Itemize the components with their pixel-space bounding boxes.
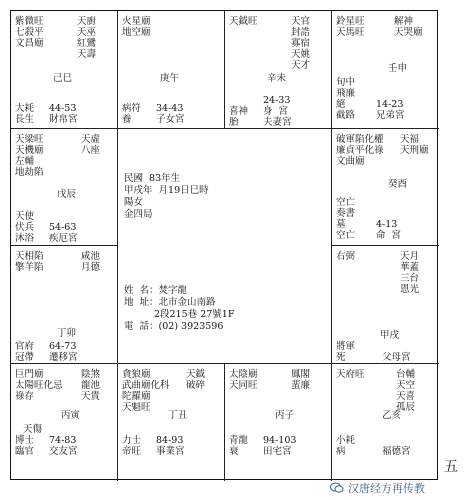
watermark xyxy=(330,480,425,496)
palace-name: 財帛宮 xyxy=(49,114,78,125)
growth-stage: 帝旺 xyxy=(122,445,142,457)
stem-branch: 丁卯 xyxy=(57,328,77,339)
age-range: 84-93 xyxy=(156,434,184,446)
stem-branch: 庚午 xyxy=(160,73,180,84)
minor-star: 破碎 xyxy=(186,379,206,391)
minor-star: 寡宿 xyxy=(291,38,311,49)
growth-stage: 長生 xyxy=(15,114,35,125)
astrology-chart xyxy=(10,10,438,480)
major-star: 鈴星旺 xyxy=(336,16,365,27)
palace-name: 交友宮 xyxy=(49,445,78,457)
major-star: 巨門廟 xyxy=(15,368,44,380)
major-star: 七殺平 xyxy=(15,27,44,38)
minor-star: 天姚 xyxy=(291,49,311,60)
palace-name: 田宅宮 xyxy=(263,445,292,457)
spirit: 小耗 xyxy=(336,434,356,446)
minor-star: 天空 xyxy=(396,379,416,391)
minor-star: 天官 xyxy=(291,16,311,27)
palace-name: 命 宮 xyxy=(376,229,402,241)
age-range: 44-53 xyxy=(49,103,77,114)
stem-branch: 乙亥 xyxy=(382,409,402,421)
minor-star: 恩光 xyxy=(400,284,420,295)
watermark-text: 汉唐经方再传教 xyxy=(348,482,425,495)
major-star: 天機廟 xyxy=(15,144,44,156)
major-star: 陀羅廟 xyxy=(122,390,151,402)
growth-stage: 臨官 xyxy=(15,445,35,457)
palace-name: 疾厄宮 xyxy=(49,232,78,244)
age-range: 24-33 xyxy=(263,95,291,106)
minor-star: 天哭廟 xyxy=(394,27,423,38)
minor-star: 空亡 xyxy=(336,229,356,241)
palace-zi xyxy=(225,364,332,482)
major-star: 天鉞旺 xyxy=(229,16,258,27)
major-star: 天同旺 xyxy=(229,379,258,391)
major-star: 文昌廟 xyxy=(15,38,44,49)
birth-date: 甲戌年 月19日巳時 xyxy=(124,184,209,196)
palace-you xyxy=(332,129,439,247)
major-star: 擎羊陷 xyxy=(15,262,44,273)
major-star: 天魁旺 xyxy=(122,401,151,413)
stem-branch: 丁丑 xyxy=(168,409,188,421)
palace-wei xyxy=(225,11,332,129)
spirit: 博士 xyxy=(15,434,35,446)
palace-name: 兄弟宮 xyxy=(376,110,405,121)
spirit: 官府 xyxy=(15,341,35,352)
minor-star: 台輔 xyxy=(396,368,416,380)
minor-star: 孤辰 xyxy=(396,401,416,413)
growth-stage: 沐浴 xyxy=(15,232,35,244)
growth-stage: 養 xyxy=(122,114,132,125)
palace-si xyxy=(11,11,118,129)
minor-star: 天巫 xyxy=(77,27,97,38)
address-line-2: 2段215巷 27號1F xyxy=(154,308,235,320)
minor-star: 天使 xyxy=(15,210,35,222)
major-star: 文曲廟 xyxy=(336,155,365,167)
spirit: 大耗 xyxy=(15,103,35,114)
minor-star: 咸池 xyxy=(81,251,101,262)
gender: 陽女 xyxy=(124,196,144,208)
stem-branch: 戊辰 xyxy=(57,188,77,200)
growth-stage: 死 xyxy=(336,352,346,363)
palace-xu xyxy=(332,246,439,364)
spirit: 喜神 xyxy=(229,106,249,117)
page-number: 五 xyxy=(444,459,458,475)
minor-star: 天虛 xyxy=(81,133,101,145)
minor-star: 天壽 xyxy=(77,49,97,60)
palace-hai xyxy=(332,364,439,482)
stem-branch: 壬申 xyxy=(388,63,408,74)
spirit: 將軍 xyxy=(336,341,356,352)
spirit: 青龍 xyxy=(229,434,249,446)
birth-year: 民國 83年生 xyxy=(124,172,181,184)
major-star: 左輔 xyxy=(15,155,35,167)
age-range: 54-63 xyxy=(49,221,77,233)
stem-branch: 辛未 xyxy=(267,73,287,84)
minor-star: 龍池 xyxy=(81,379,101,391)
minor-star: 封誥 xyxy=(291,27,311,38)
minor-star: 華蓋 xyxy=(400,262,420,273)
growth-stage: 胎 xyxy=(229,117,239,128)
palace-wu xyxy=(118,11,225,129)
minor-star: 鳳閣 xyxy=(291,368,311,380)
phone: 電 話：(02) 3923596 xyxy=(124,320,224,332)
major-star: 地空廟 xyxy=(122,27,151,38)
client-name: 姓 名：焚字龍 xyxy=(124,284,188,296)
palace-name: 福德宮 xyxy=(382,445,411,457)
major-star: 天馬旺 xyxy=(336,27,365,38)
palace-yin xyxy=(11,364,118,482)
palace-name: 遷移宮 xyxy=(49,352,78,363)
age-range: 14-23 xyxy=(376,99,404,110)
major-star: 紫微旺 xyxy=(15,16,44,27)
stem-branch: 丙寅 xyxy=(61,409,81,421)
major-star: 火星廟 xyxy=(122,16,151,27)
minor-star: 天刑廟 xyxy=(400,144,429,156)
spirit: 伏兵 xyxy=(15,221,35,233)
element-bureau: 金四局 xyxy=(124,208,153,220)
age-range: 34-43 xyxy=(156,103,184,114)
major-star: 地劫陷 xyxy=(15,166,44,178)
age-range: 74-83 xyxy=(49,434,77,446)
growth-stage: 絕 xyxy=(336,99,346,110)
minor-star: 截路 xyxy=(336,110,356,121)
spirit: 飛廉 xyxy=(336,88,356,99)
major-star: 貪狼廟 xyxy=(122,368,151,380)
minor-star: 天月 xyxy=(400,251,420,262)
major-star: 天相陷 xyxy=(15,251,44,262)
minor-star: 解神 xyxy=(394,16,414,27)
minor-star: 空亡 xyxy=(336,196,356,208)
minor-star: 三台 xyxy=(400,273,420,284)
growth-stage: 墓 xyxy=(336,218,346,230)
growth-stage: 衰 xyxy=(229,445,239,457)
age-range: 64-73 xyxy=(49,341,77,352)
palace-shen xyxy=(332,11,439,129)
stem-branch: 丙子 xyxy=(275,409,295,421)
palace-name: 夫妻宮 xyxy=(263,117,292,128)
stem-branch: 甲戌 xyxy=(380,330,400,341)
major-star: 右弼 xyxy=(336,251,356,262)
palace-mao xyxy=(11,246,118,364)
wechat-icon xyxy=(330,482,344,494)
major-star: 太陽旺化忌 xyxy=(15,379,63,391)
spirit: 奏書 xyxy=(336,207,356,219)
minor-star: 天福 xyxy=(400,133,420,145)
palace-name: 父母宮 xyxy=(382,352,411,363)
age-range: 4-13 xyxy=(376,218,398,230)
age-range: 94-103 xyxy=(263,434,297,446)
minor-star: 天鉞 xyxy=(186,368,206,380)
major-star: 祿存 xyxy=(15,390,35,402)
stem-branch: 癸酉 xyxy=(388,178,408,190)
minor-star: 天喜 xyxy=(396,390,416,402)
major-star: 天府旺 xyxy=(336,368,365,380)
body-palace: 身 宮 xyxy=(263,106,289,117)
minor-star: 天傷 xyxy=(23,423,43,435)
minor-star: 紅鸞 xyxy=(77,38,97,49)
palace-chen xyxy=(11,129,118,247)
chart-center-info xyxy=(118,129,332,364)
major-star: 廉貞平化祿 xyxy=(336,144,384,156)
palace-name: 子女宮 xyxy=(156,114,185,125)
spirit: 病符 xyxy=(122,103,142,114)
minor-star: 陰煞 xyxy=(81,368,101,380)
palace-chou xyxy=(118,364,225,482)
address-line-1: 地 址：北市金山南路 xyxy=(124,296,216,308)
stem-branch: 己巳 xyxy=(53,73,73,84)
minor-star: 天廚 xyxy=(77,16,97,27)
spirit: 力士 xyxy=(122,434,142,446)
major-star: 武曲廟化科 xyxy=(122,379,170,391)
minor-star: 天貴 xyxy=(81,390,101,402)
major-star: 太陰廟 xyxy=(229,368,258,380)
minor-star: 蜚廉 xyxy=(291,379,311,391)
growth-stage: 病 xyxy=(336,445,346,457)
palace-name: 事業宮 xyxy=(156,445,185,457)
minor-star: 旬中 xyxy=(336,77,356,88)
minor-star: 八座 xyxy=(81,144,101,156)
growth-stage: 冠帶 xyxy=(15,352,35,363)
major-star: 破軍陷化權 xyxy=(336,133,384,145)
minor-star: 月德 xyxy=(81,262,101,273)
major-star: 天梁旺 xyxy=(15,133,44,145)
minor-star: 天才 xyxy=(291,60,311,71)
